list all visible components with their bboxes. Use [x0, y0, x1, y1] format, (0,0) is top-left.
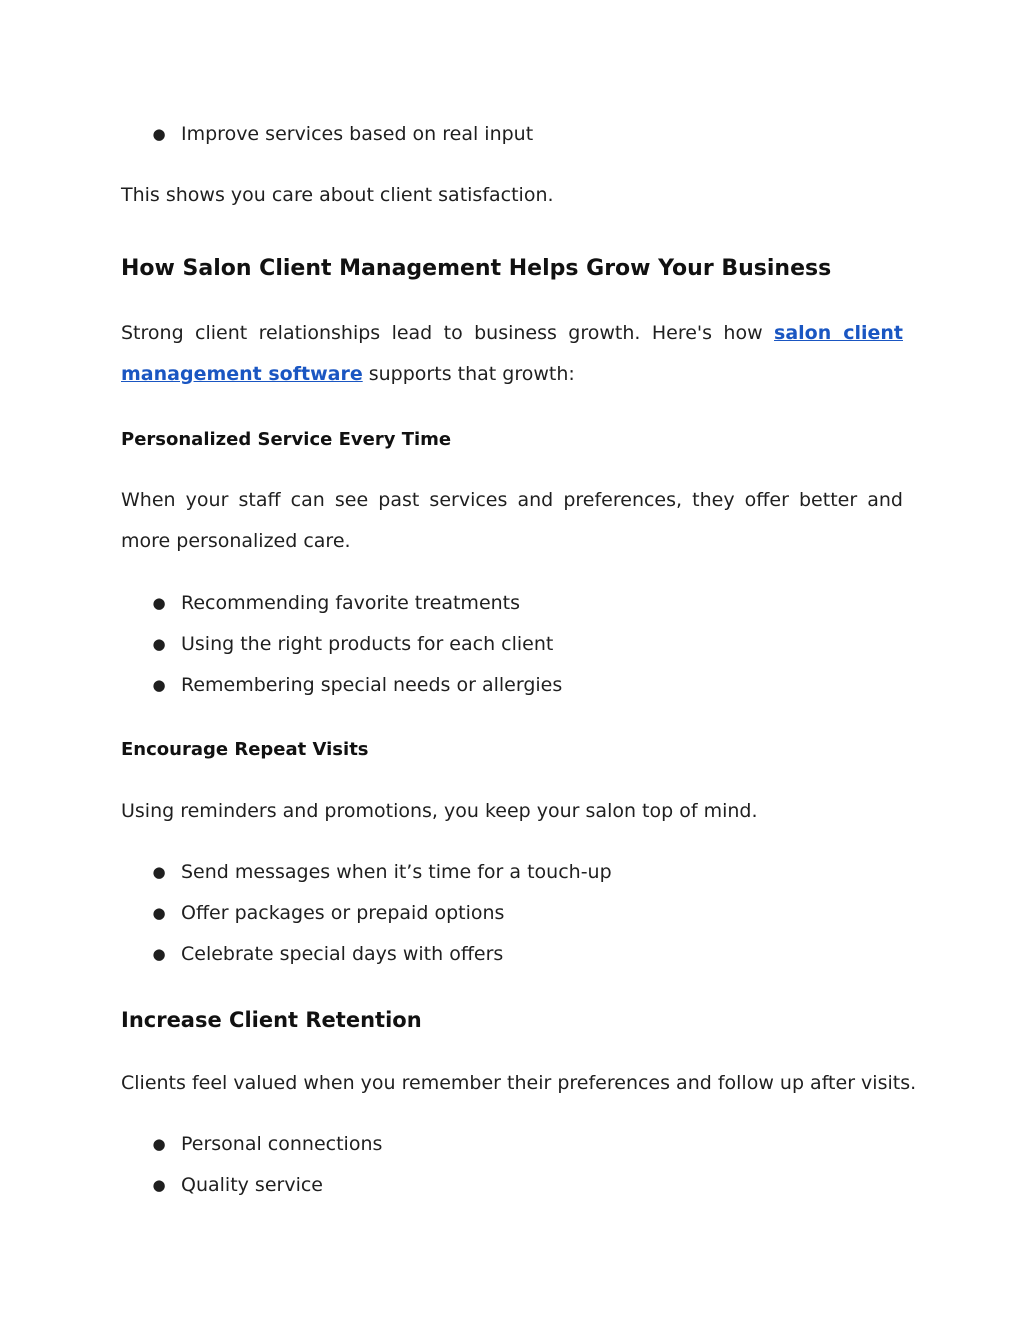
- list-item-text: Offer packages or prepaid options: [181, 902, 505, 924]
- list-item: [121, 589, 903, 617]
- bullet-icon: ●: [152, 635, 166, 653]
- list-item: [121, 671, 903, 699]
- subheading-repeat: Encourage Repeat Visits: [121, 739, 369, 760]
- paragraph-growth-text-before: Strong client relationships lead to business growth. Here's how: [121, 322, 775, 344]
- salon-software-link[interactable]: salon client management software: [121, 322, 903, 385]
- list-item: [121, 940, 903, 968]
- list-item-text: Send messages when it’s time for a touch-up: [181, 861, 612, 883]
- bullet-icon: ●: [152, 945, 166, 963]
- paragraph-growth-text-after: supports that growth:: [362, 363, 575, 385]
- list-item-text: Improve services based on real input: [181, 123, 534, 145]
- list-item: [121, 1130, 903, 1158]
- list-item: [121, 858, 903, 886]
- list-item-text: Quality service: [181, 1174, 323, 1196]
- list-item-text: Using the right products for each client: [181, 633, 554, 655]
- list-item-text: Remembering special needs or allergies: [181, 674, 563, 696]
- paragraph-retention: Clients feel valued when you remember their preferences and follow up after visits.: [121, 1072, 917, 1094]
- list-item-text: Personal connections: [181, 1133, 383, 1155]
- subheading-personalized: Personalized Service Every Time: [121, 429, 452, 450]
- bullet-icon: ●: [152, 1176, 166, 1194]
- paragraph-repeat: Using reminders and promotions, you keep your salon top of mind.: [121, 800, 758, 822]
- list-item-text: Recommending favorite treatments: [181, 592, 521, 614]
- bullet-icon: ●: [152, 904, 166, 922]
- bullet-icon: ●: [152, 1135, 166, 1153]
- list-item: [121, 899, 903, 927]
- paragraph-growth: [121, 313, 903, 395]
- bullet-icon: ●: [152, 863, 166, 881]
- list-item: [121, 630, 903, 658]
- list-item-text: Celebrate special days with offers: [181, 943, 504, 965]
- paragraph-satisfaction: This shows you care about client satisfaction.: [121, 184, 554, 206]
- bullet-icon: ●: [152, 676, 166, 694]
- section-heading-grow: How Salon Client Management Helps Grow Your Business: [121, 256, 832, 281]
- bullet-icon: ●: [152, 125, 166, 143]
- list-item: [121, 120, 903, 148]
- bullet-icon: ●: [152, 594, 166, 612]
- section-heading-retention: Increase Client Retention: [121, 1008, 422, 1032]
- paragraph-personalized: When your staff can see past services and preferences, they offer better and more personalized care.: [121, 489, 903, 552]
- list-item: [121, 1171, 903, 1199]
